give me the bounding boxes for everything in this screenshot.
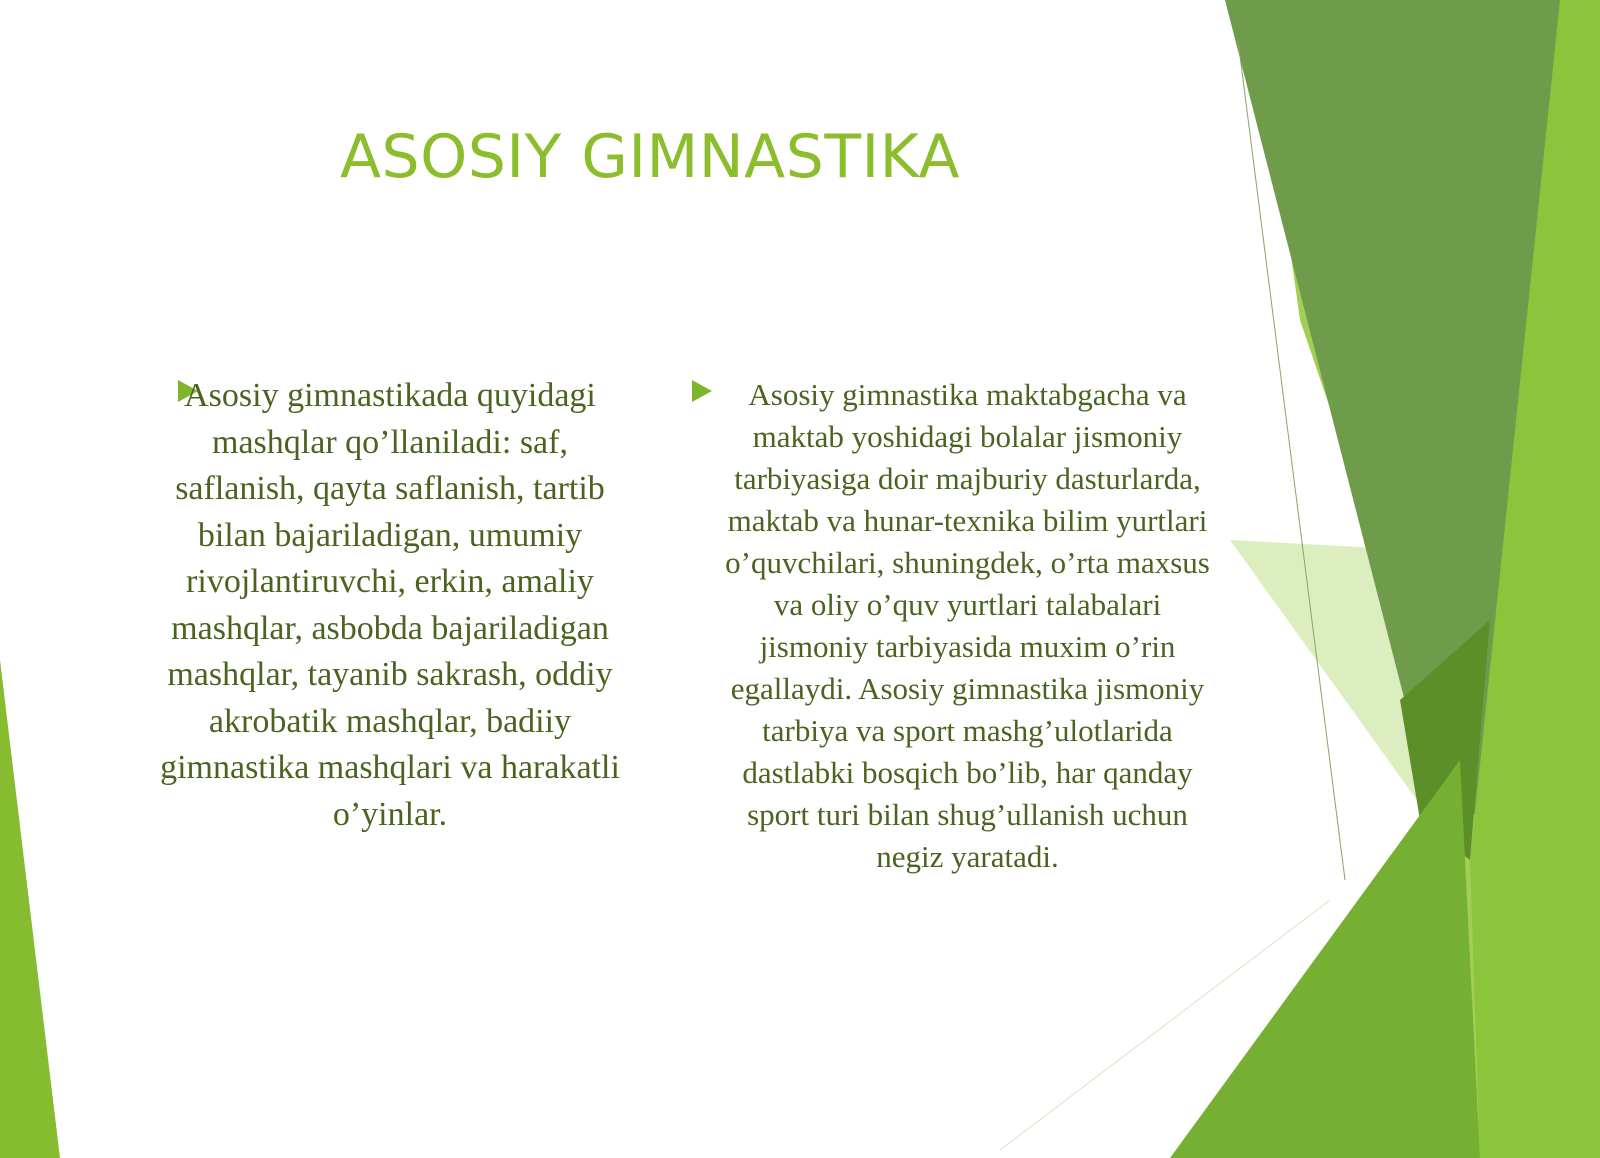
right-mid-shape	[1170, 760, 1480, 1158]
left-column-text: Asosiy gimnastikada quyidagi mashqlar qo’llaniladi: saf, saflanish, qayta saflanish, tartib bilan bajariladigan, umumiy rivojlantiruvchi, erkin, amaliy mashqlar, asbobda bajariladigan mashqlar, tayanib sakrash, oddiy akrobatik mashqlar, badiiy gimnastika mashqlari va harakatli o’yinlar.	[160, 377, 620, 833]
triangle-bullet-icon	[692, 380, 712, 402]
left-accent-shape	[0, 660, 60, 1158]
right-text-column	[725, 374, 1210, 878]
right-column-text: Asosiy gimnastika maktabgacha va maktab yoshidagi bolalar jismoniy tarbiyasiga doir majburiy dasturlarda, maktab va hunar-texnika bilim yurtlari o’quvchilari, shuningdek, o’rta maxsus va oliy o’quv yurtlari talabalari jismoniy tarbiyasida muxim o’rin egallaydi. Asosiy gimnastika jismoniy tarbiya va sport mashg’ulotlarida dastlabki bosqich bo’lib, har qanday sport turi bilan shug’ullanish uchun negiz yaratadi.	[725, 377, 1210, 874]
slide-title: ASOSIY GIMNASTIKA	[339, 122, 960, 192]
left-text-column	[145, 373, 635, 838]
